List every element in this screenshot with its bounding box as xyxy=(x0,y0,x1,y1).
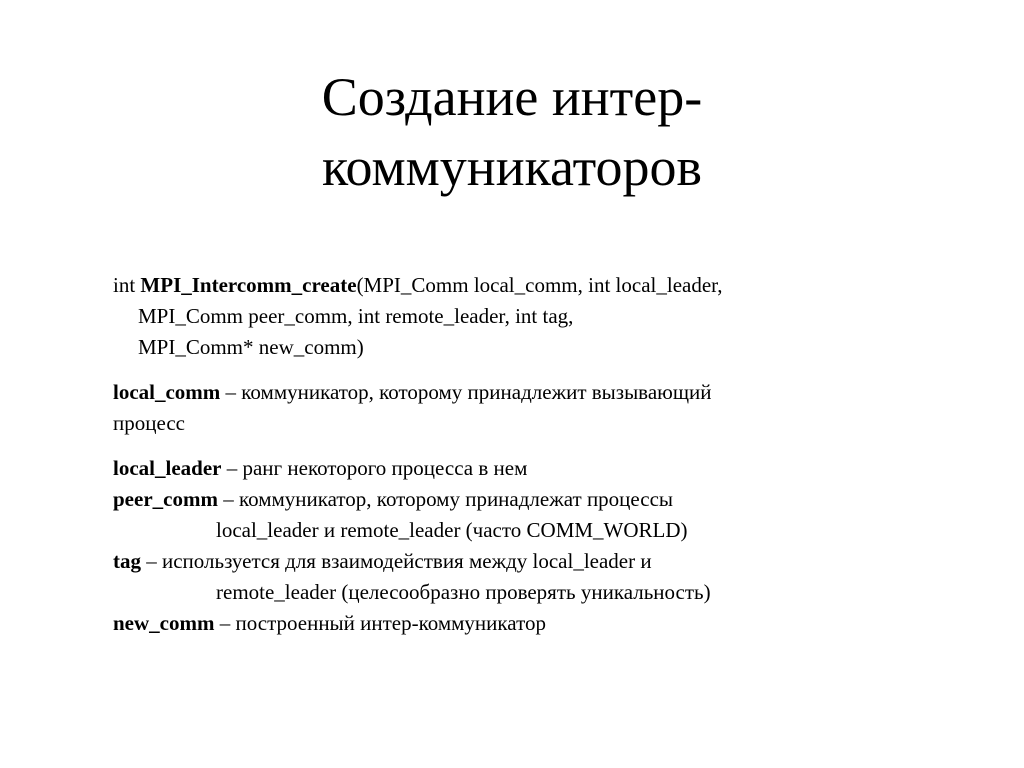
param-desc-peer-comm-1: – коммуникатор, которому принадлежат процессы xyxy=(217,487,674,511)
slide-title xyxy=(0,62,1024,202)
param-desc-peer-comm-2: local_leader и remote_leader (часто COMM_WORLD) xyxy=(216,518,688,542)
signature-return-type: int xyxy=(113,273,141,297)
param-desc-local-comm-1: – коммуникатор, которому принадлежит вызывающий xyxy=(220,380,712,404)
param-tag xyxy=(113,546,993,577)
param-desc-new-comm: – построенный интер-коммуникатор xyxy=(214,611,546,635)
param-local-leader xyxy=(113,453,993,484)
param-name-new-comm: new_comm xyxy=(113,611,215,635)
signature-line-3: MPI_Comm* new_comm) xyxy=(138,335,364,359)
slide-body xyxy=(113,270,993,639)
param-desc-tag-2: remote_leader (целесообразно проверять уникальность) xyxy=(216,580,711,604)
param-desc-local-comm-2: процесс xyxy=(113,411,185,435)
param-local-comm xyxy=(113,377,993,439)
slide-title-line-1: Создание интер- xyxy=(321,67,703,127)
param-name-local-comm: local_comm xyxy=(113,380,221,404)
param-name-peer-comm: peer_comm xyxy=(113,487,218,511)
slide-title-line-2: коммуникаторов xyxy=(322,137,702,197)
signature-args-part-1: (MPI_Comm local_comm, int local_leader, xyxy=(356,273,723,297)
param-peer-comm xyxy=(113,484,993,515)
param-name-tag: tag xyxy=(113,549,141,573)
signature-function-name: MPI_Intercomm_create xyxy=(140,273,357,297)
param-desc-local-leader: – ранг некоторого процесса в нем xyxy=(221,456,528,480)
signature-line-2: MPI_Comm peer_comm, int remote_leader, int tag, xyxy=(138,304,574,328)
param-desc-tag-1: – используется для взаимодействия между local_leader и xyxy=(141,549,652,573)
param-list xyxy=(113,453,993,639)
param-name-local-leader: local_leader xyxy=(113,456,222,480)
signature-line-1 xyxy=(113,270,993,301)
function-signature xyxy=(113,270,993,363)
param-new-comm xyxy=(113,608,993,639)
